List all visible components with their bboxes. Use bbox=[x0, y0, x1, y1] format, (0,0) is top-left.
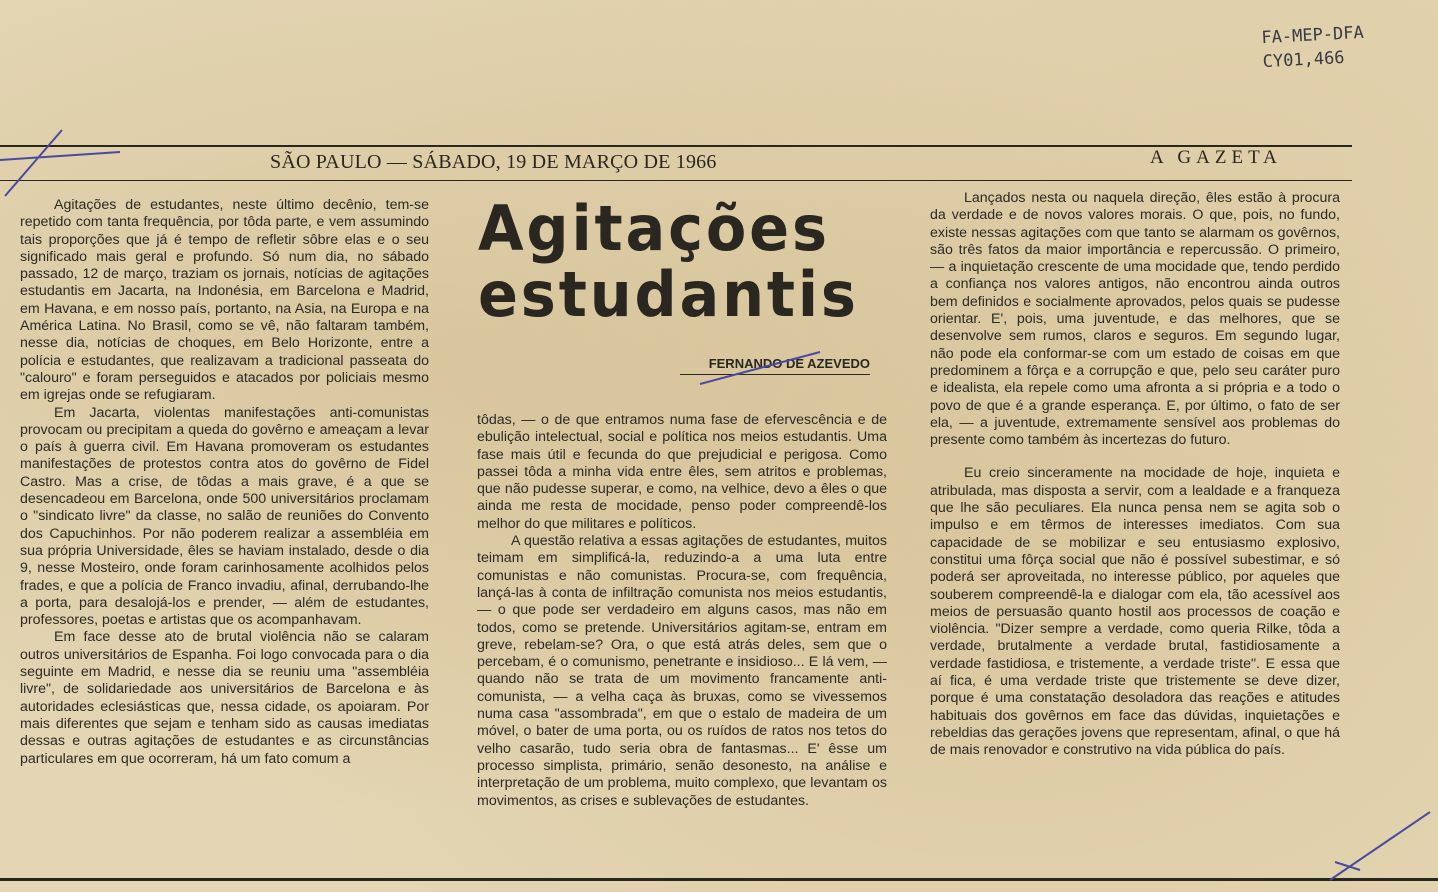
pen-stroke-left bbox=[0, 130, 120, 196]
archive-code-line: CY01,466 bbox=[1262, 47, 1346, 73]
dateline: SÃO PAULO — SÁBADO, 19 DE MARÇO DE 1966 bbox=[270, 151, 717, 173]
footer-rule bbox=[0, 878, 1438, 881]
paragraph: Agitações de estudantes, neste último decênio, tem-se repetido com tanta frequência, por tôda parte, e vem assumindo tais proporções que já é tempo de refletir sôbre elas e o seu significado mais geral e profundo. Só num dia, no sábado passado, 12 de março, traziam os jornais, notícias de agitações estudantis em Jacarta, na Indonésia, em Barcelona e Madrid, em Havana, e em nosso país, portanto, na Asia, na Europa e na América Latina. No Brasil, como se vê, não faltaram também, nesse dia, notícias de choques, em Belo Horizonte, entre a polícia e estudantes, que realizavam a tradicional passeata do "calouro" e foram perseguidos e atacados por policiais mesmo em igrejas onde se refugiaram. bbox=[20, 197, 429, 404]
article-title bbox=[478, 192, 859, 331]
article-title-line: Agitações bbox=[478, 192, 830, 265]
archive-code-handwritten bbox=[1261, 18, 1423, 74]
paragraph: A questão relativa a essas agitações de estudantes, muitos teimam em simplificá-la, reduzindo-a a uma luta entre comunistas e não comunistas. Procura-se, com frequência, lançá-las à conta de infiltração comunista nos meios estudantis, — o que pode ser verdadeiro em alguns casos, mas não em todos, como se pretende. Universitários agitam-se, entram em greve, rebelam-se? Ora, o que está atrás deles, sem que o percebam, é o comunismo, penetrante e insidioso... E lá vem, — quando não se trata de um movimento francamente anti-comunista, — a velha caça às bruxas, como se vivessemos numa casa "assombrada", em que o estalo de madeira de um móvel, o bater de uma porta, ou os ruídos de ratos nos tetos do velho casarão, tudo seria obra de fantasmas... E' êsse um processo simplista, primário, senão desonesto, na análise e interpretação de um problema, muito complexo, que levantam os movimentos, as crises e sublevações de estudantes. bbox=[477, 533, 887, 809]
paragraph: Em Jacarta, violentas manifestações anti-comunistas provocam ou precipitam a queda do govêrno e ameaçam a levar o país à guerra civil. Em Havana promoveram os estudantes manifestações de protestos contra atos do govêrno de Fidel Castro. Mas a crise, de tôdas a mais grave, é a que se desencadeou em Barcelona, onde 500 universitários proclamam o "sindicato livre" da classe, no salão de reuniões do Convento dos Capuchinhos. Por não poderem realizar a assembléia em sua própria Universidade, êles se haviam instalado, desde o dia 9, nesse Mosteiro, onde foram carinhosamente acolhidos pelos frades, e que a polícia de Franco invadiu, afinal, derrubando-lhe a porta, para desalojá-los e prender, — além de estudantes, professores, poetas e artistas que os acompanhavam. bbox=[20, 404, 429, 629]
pen-stroke-bottom-right bbox=[1330, 812, 1430, 880]
archive-code-line: FA-MEP-DFA bbox=[1260, 22, 1365, 49]
header-rule-bottom bbox=[0, 180, 1352, 181]
paragraph: Em face desse ato de brutal violência não se calaram outros universitários de Espanha. Foi logo convocada para o dia seguinte em Madrid, e nesse dia se reuniu uma "assembléia livre", de solidariedade aos universitários de Barcelona e às autoridades eclesiásticas que, nessa cidade, os apoiaram. Por mais diferentes que sejam e tenham sido as causas imediatas dessas e outras agitações de estudantes e as circunstâncias particulares em que ocorreram, há um fato comum a bbox=[20, 629, 429, 767]
article-byline: FERNANDO DE AZEVEDO bbox=[680, 354, 870, 375]
newspaper-name: A GAZETA bbox=[1150, 147, 1282, 168]
article-column-2 bbox=[477, 412, 887, 810]
article-title-line: estudantis bbox=[478, 258, 859, 331]
paragraph: tôdas, — o de que entramos numa fase de efervescência e de ebulição intelectual, social e política nos meios estudantis. Uma fase mais útil e fecunda do que prejudicial e perigosa. Como passei tôda a minha vida entre êles, sem atritos e problemas, que não pudesse superar, e como, na velhice, devo a êles o que ainda me resta de mocidade, penso poder compreendê-los melhor do que militares e políticos. bbox=[477, 412, 887, 532]
article-column-3 bbox=[930, 190, 1340, 760]
paragraph: Eu creio sinceramente na mocidade de hoje, inquieta e atribulada, mas disposta a servir, com a lealdade e a franqueza que lhe são peculiares. Ela nunca pensa nem se agita sob o impulso e em têrmos de interesses imediatos. Com sua capacidade de se mobilizar e seu entusiasmo explosivo, constitui uma fôrça social que não é possível subestimar, e só poderá ser aproveitada, no interesse público, por aqueles que souberem compreendê-la e dialogar com ela, tão acessível aos meios de persuasão quanto hostil aos processos de coação e violência. "Dizer sempre a verdade, como queria Rilke, tôda a verdade, brutalmente a verdade brutal, fastidiosamente a verdade fastidiosa, e tristemente, a verdade triste". E essa que aí fica, é uma verdade triste que tristemente se deve dizer, porque é uma constatação desoladora das reações e atitudes habituais dos govêrnos em face das dúvidas, inquietações e rebeldias das gerações jovens que representam, afinal, o que há de mais renovador e construtivo na vida pública do país. bbox=[930, 465, 1340, 759]
article-column-1 bbox=[20, 197, 429, 768]
paragraph: Lançados nesta ou naquela direção, êles estão à procura da verdade e de novos valores morais. O que, pois, no fundo, existe nessas agitações com que tanto se alarmam os govêrnos, são três fatos da maior importância e repercussão. O primeiro, — a inquietação crescente de uma mocidade que, tendo perdido a confiança nos valores antigos, não encontrou ainda outros bem definidos e socialmente aprovados, pelos quais se pudesse orientar. E', pois, uma juventude, e das melhores, que se desenvolve sem rumos, claros e seguros. Em segundo lugar, não pode ela conformar-se com um estado de coisas em que predominem a fôrça e a corrupção e que, pelo seu caráter puro e idealista, ela repele como uma afronta a si própria e a todo o povo de que é a grande esperança. E, por último, o fato de ser ela, — a juventude, extremamente sensível aos problemas do presente como também às incertezas do futuro. bbox=[930, 190, 1340, 449]
